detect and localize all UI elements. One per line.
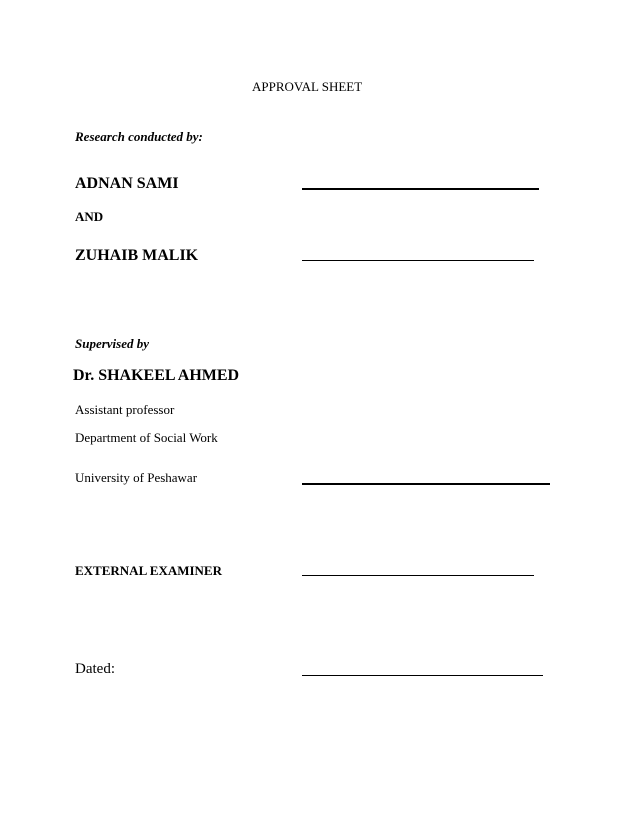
supervisor-role: Assistant professor [75,402,175,417]
signature-line-supervisor [302,483,550,485]
signature-line-researcher-1 [302,188,539,190]
researcher-name-2: ZUHAIB MALIK [75,247,199,264]
conjunction-text: AND [75,209,104,224]
signature-line-external-examiner [302,575,534,576]
supervised-by-label: Supervised by [75,336,150,351]
signature-line-date [302,675,543,676]
page-title: APPROVAL SHEET [252,79,363,94]
supervisor-name: Dr. SHAKEEL AHMED [73,367,240,384]
supervisor-university: University of Peshawar [75,470,198,485]
research-conducted-label: Research conducted by: [75,129,203,144]
dated-label: Dated: [75,661,115,677]
signature-line-researcher-2 [302,260,534,261]
supervisor-department: Department of Social Work [75,430,218,445]
external-examiner-label: EXTERNAL EXAMINER [75,563,222,578]
researcher-name-1: ADNAN SAMI [75,175,179,192]
